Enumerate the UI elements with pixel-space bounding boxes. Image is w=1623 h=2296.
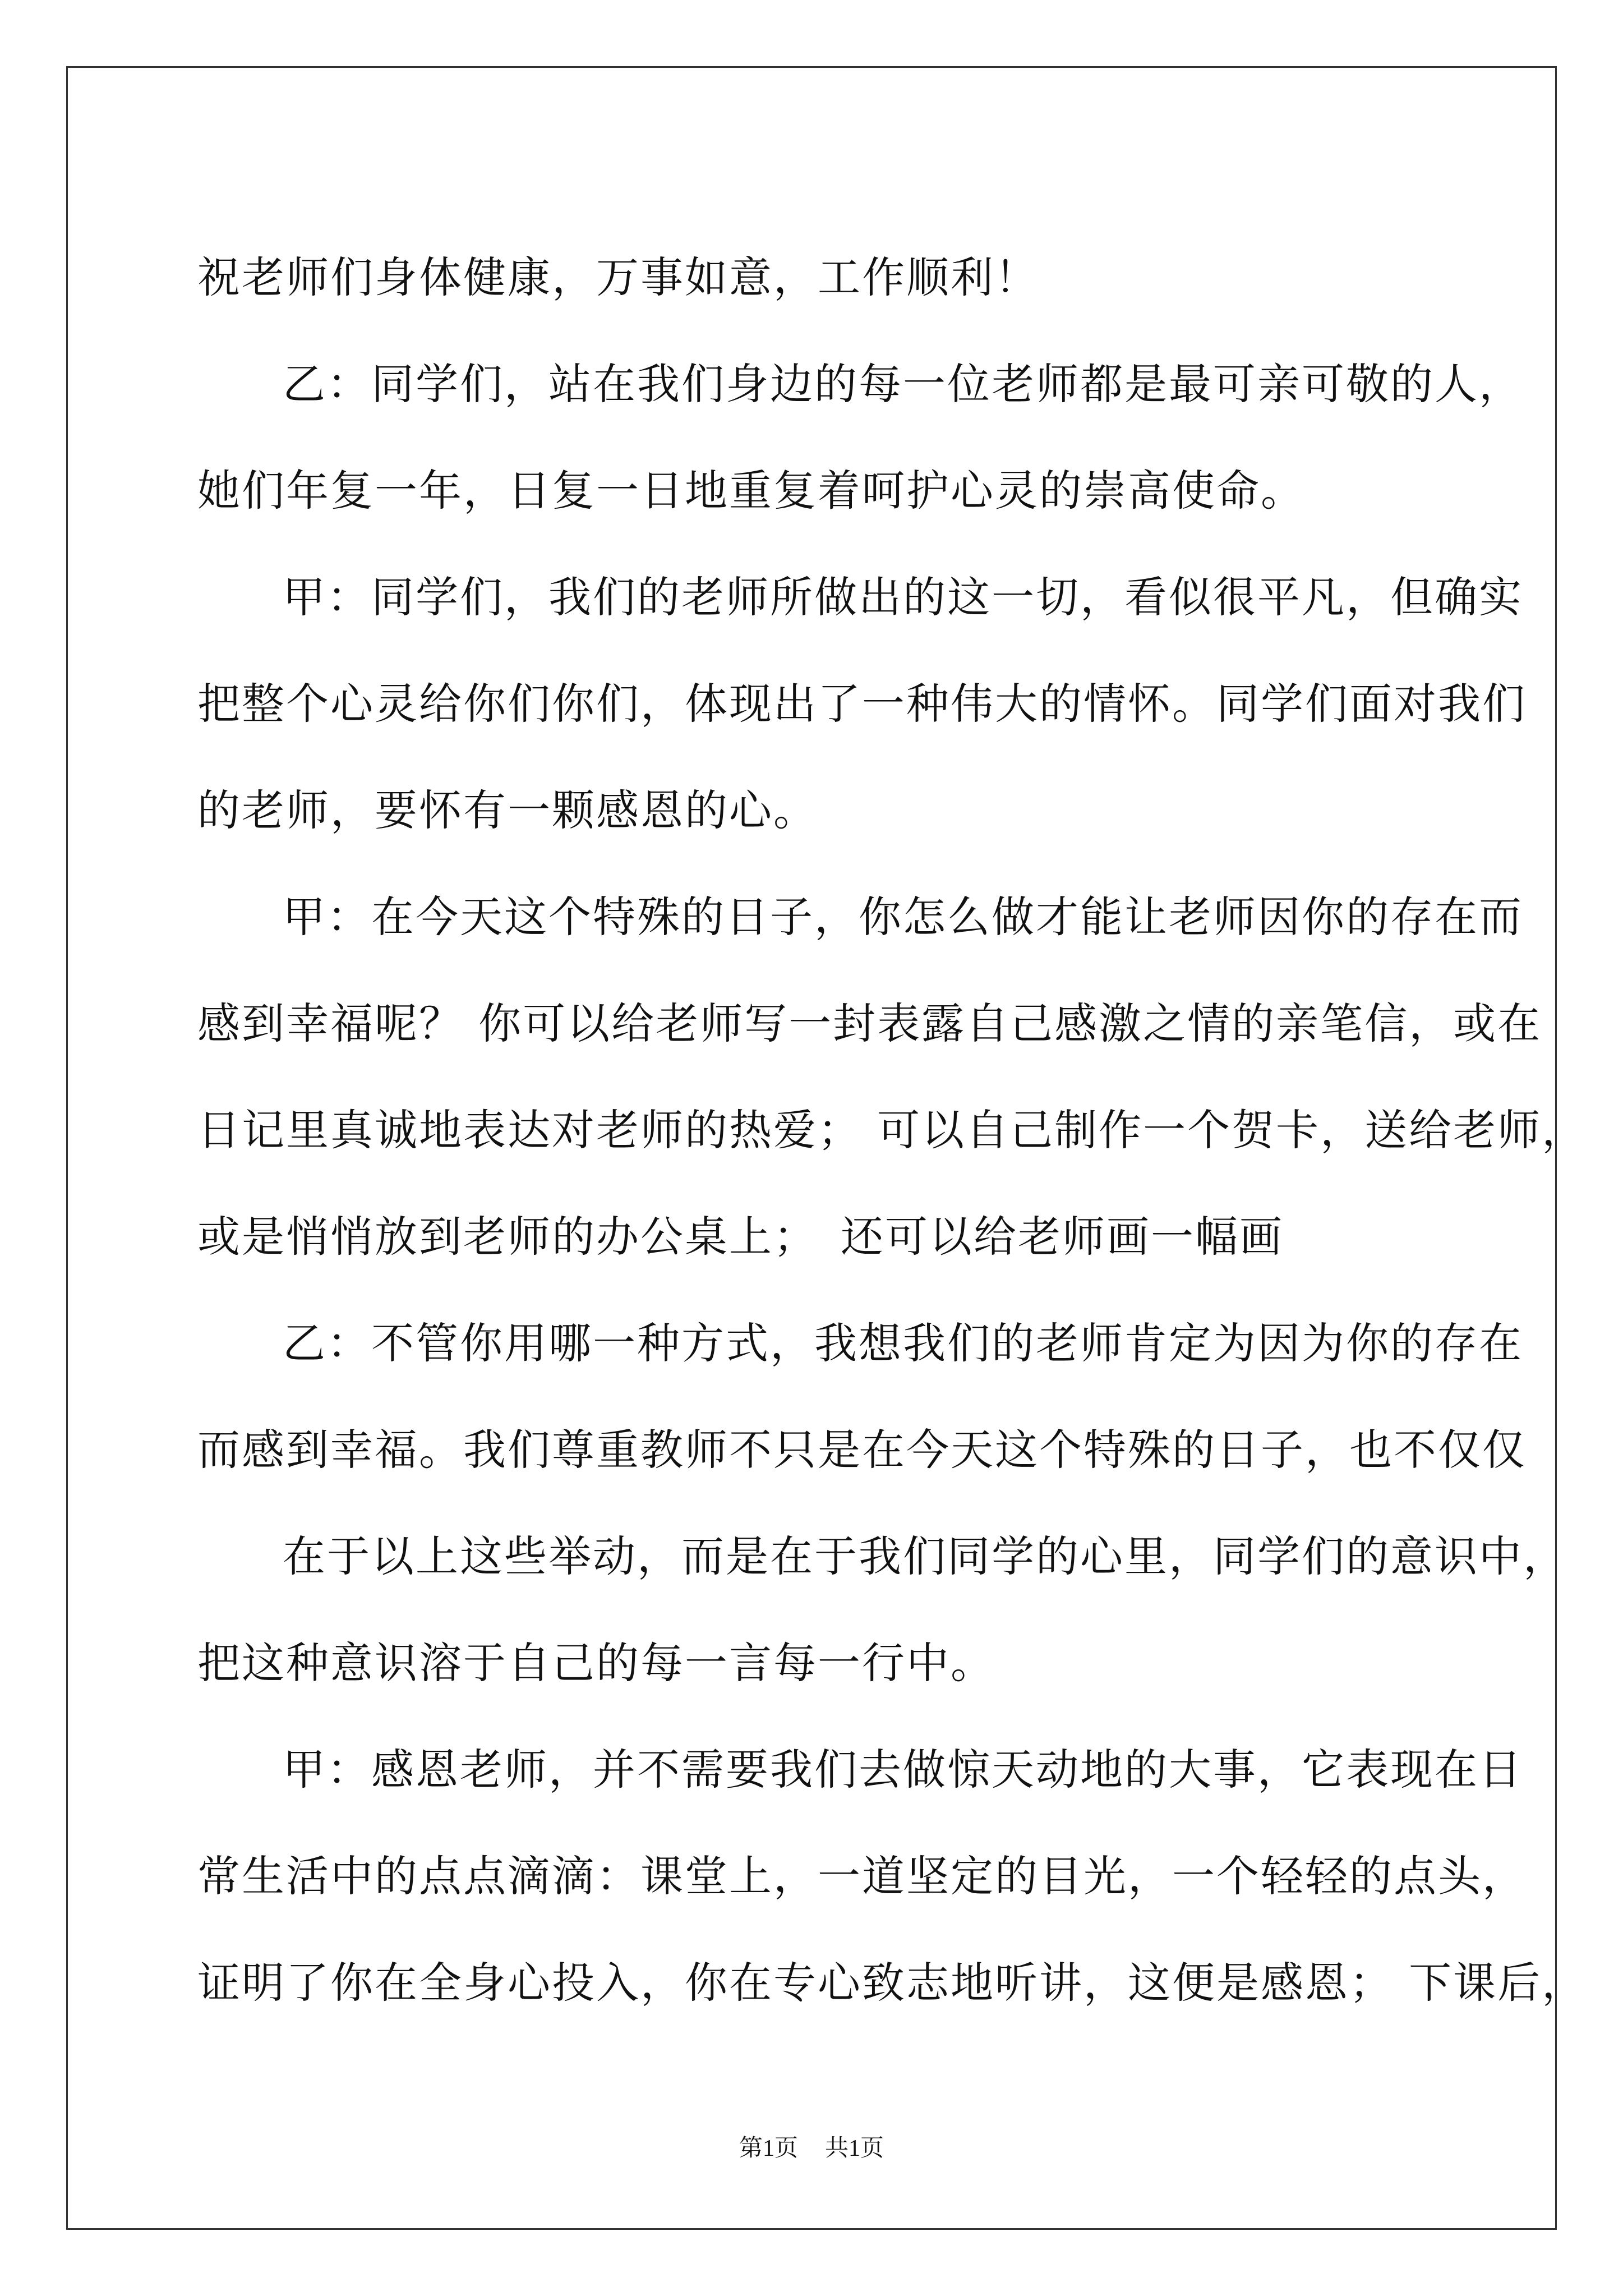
page-footer: [0, 2132, 1623, 2165]
text-line-12: 而感到幸福。我们尊重教师不只是在今天这个特殊的日子，也不仅仅: [197, 1425, 1527, 1475]
text-line-17: 证明了你在全身心投入，你在专心致志地听讲，这便是感恩； 下课后，: [197, 1958, 1587, 2008]
page-number: 第1页: [739, 2136, 798, 2161]
text-line-15: 甲：感恩老师，并不需要我们去做惊天动地的大事，它表现在日: [283, 1745, 1523, 1795]
text-line-16: 常生活中的点点滴滴：课堂上，一道坚定的目光，一个轻轻的点头，: [197, 1851, 1527, 1901]
text-line-4: 甲：同学们，我们的老师所做出的这一切，看似很平凡，但确实: [283, 572, 1523, 622]
text-line-14: 把这种意识溶于自己的每一言每一行中。: [197, 1638, 995, 1688]
text-line-5: 把整个心灵给你们你们，体现出了一种伟大的情怀。同学们面对我们: [197, 679, 1527, 729]
page-total: 共1页: [825, 2136, 884, 2161]
text-line-1: 祝老师们身体健康，万事如意，工作顺利！: [197, 252, 1039, 302]
text-line-11: 乙：不管你用哪一种方式，我想我们的老师肯定为因为你的存在: [283, 1318, 1523, 1368]
text-line-2: 乙：同学们，站在我们身边的每一位老师都是最可亲可敬的人，: [283, 359, 1523, 409]
document-body: [197, 224, 1587, 2036]
text-line-3: 她们年复一年，日复一日地重复着呵护心灵的崇高使命。: [197, 466, 1305, 516]
text-line-6: 的老师，要怀有一颗感恩的心。: [197, 785, 818, 835]
text-line-10: 或是悄悄放到老师的办公桌上； 还可以给老师画一幅画: [197, 1212, 1284, 1262]
text-line-9: 日记里真诚地表达对老师的热爱； 可以自己制作一个贺卡，送给老师，: [197, 1105, 1587, 1155]
text-line-8: 感到幸福呢？ 你可以给老师写一封表露自己感激之情的亲笔信，或在: [197, 999, 1542, 1048]
text-line-13: 在于以上这些举动，而是在于我们同学的心里，同学们的意识中，: [283, 1531, 1567, 1581]
text-line-7: 甲：在今天这个特殊的日子，你怎么做才能让老师因你的存在而: [283, 892, 1523, 942]
